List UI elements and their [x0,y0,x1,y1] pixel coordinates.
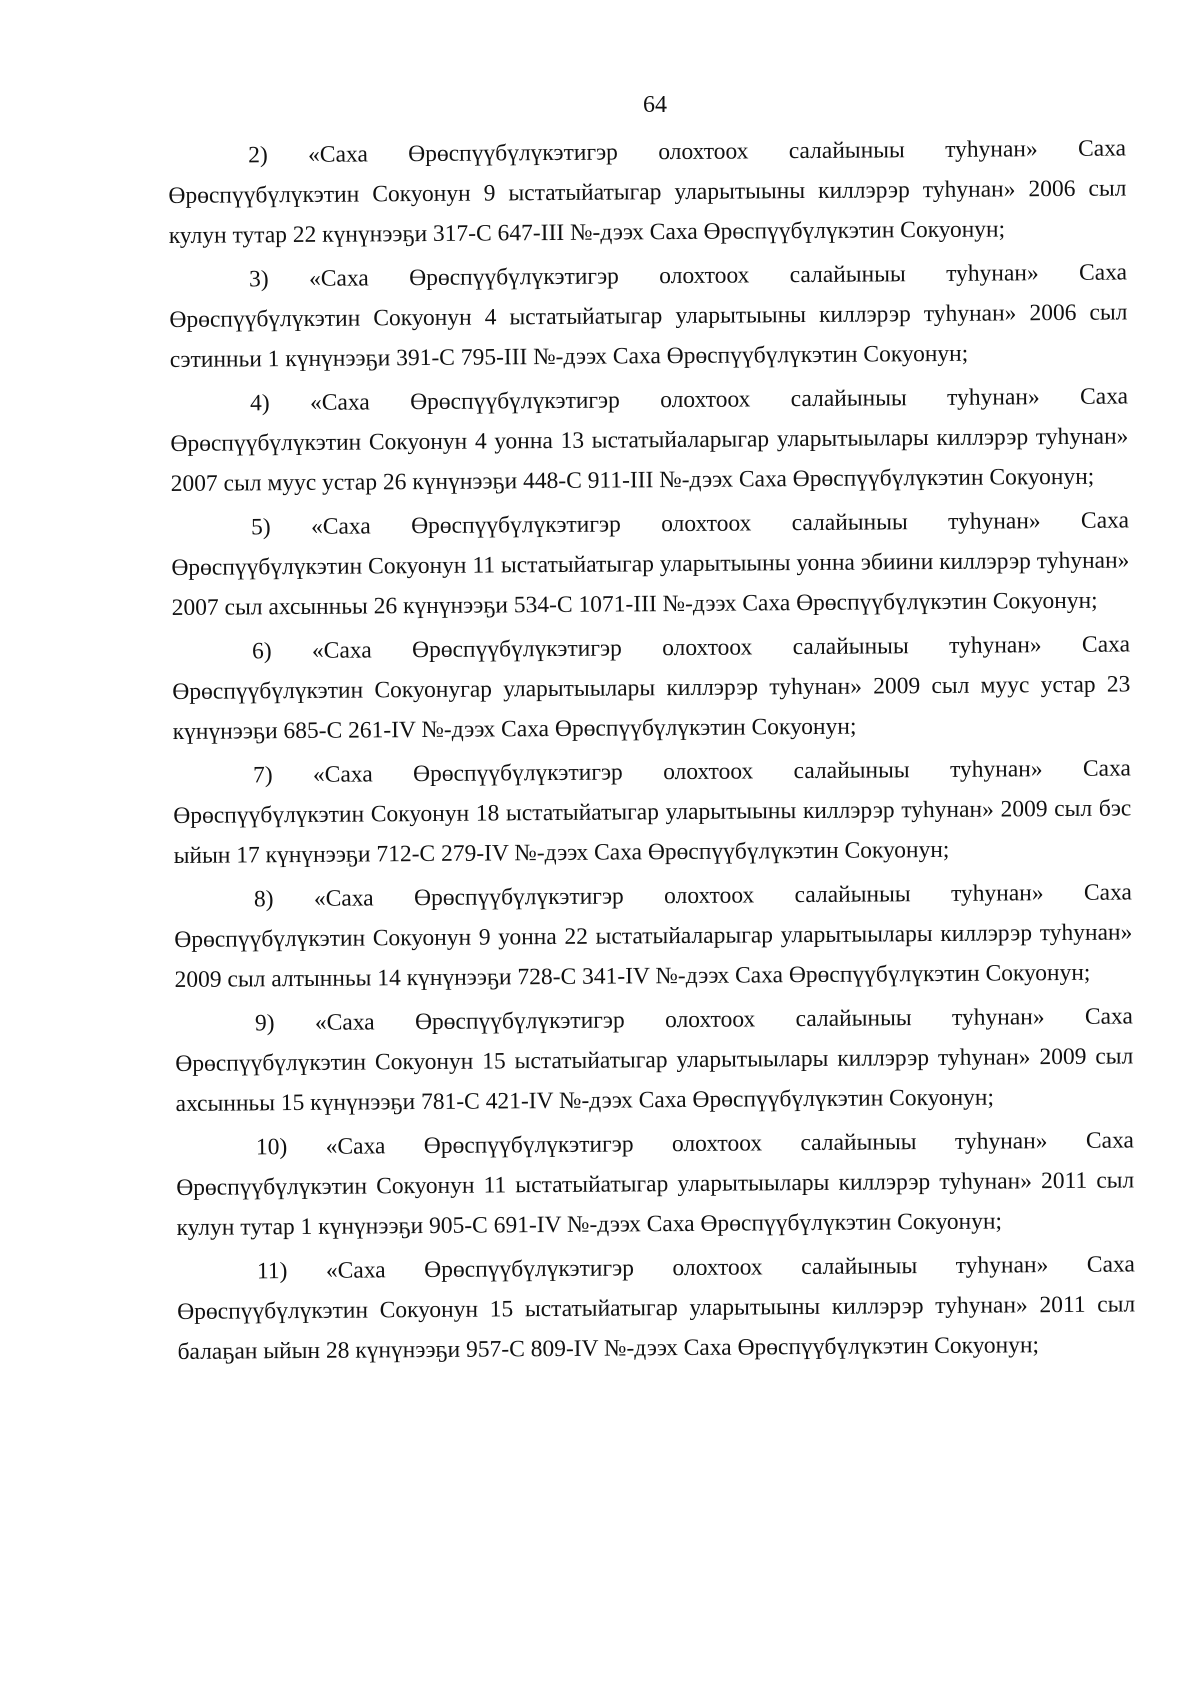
item-number: 8) [253,886,274,913]
list-item-text: Өрөспүүбүлүкэтин Сокуонугар уларытыылары киллэрэр туһунан» 2009 сыл муус устар 23 күнүнээҕи 685-С 261-IV №-дээх Саха Өрөспүүбүлүкэтин Сокуонун; [172,671,1131,745]
list-item [171,500,1130,628]
page-number: 64 [643,92,667,118]
list-item [177,1244,1136,1372]
list-item [172,624,1131,752]
list-item-text: Өрөспүүбүлүкэтин Сокуонун 4 ыстатыйатыгар уларытыыны киллэрэр туһунан» 2006 сыл сэтинньи 1 күнүнээҕи 391-С 795-III №-дээх Саха Өрөспүүбүлүкэтин Сокуонун; [169,299,1128,373]
list-item-lead: 5) «Саха Өрөспүүбүлүкэтигэр олохтоох салайыныы туһунан» Саха [171,500,1129,548]
item-number: 7) [252,762,273,789]
list-item-text: Өрөспүүбүлүкэтин Сокуонун 15 ыстатыйатыгар уларытыыны киллэрэр туһунан» 2011 сыл балаҕан ыйын 28 күнүнээҕи 957-С 809-IV №-дээх Саха Өрөспүүбүлүкэтин Сокуонун; [177,1291,1136,1365]
list-item-lead: 8) «Саха Өрөспүүбүлүкэтигэр олохтоох салайыныы туһунан» Саха [174,872,1132,920]
list-item [169,252,1128,380]
list-item-lead: 7) «Саха Өрөспүүбүлүкэтигэр олохтоох салайыныы туһунан» Саха [173,748,1131,796]
list-item [176,1120,1135,1248]
list-item [175,996,1134,1124]
list-item-text: Өрөспүүбүлүкэтин Сокуонун 18 ыстатыйатыгар уларытыыны киллэрэр туһунан» 2009 сыл бэс ыйын 17 күнүнээҕи 712-С 279-IV №-дээх Саха Өрөспүүбүлүкэтин Сокуонун; [173,795,1132,869]
list-item [168,128,1127,256]
list-item [170,376,1129,504]
item-number: 5) [250,514,271,541]
item-number: 11) [256,1258,288,1285]
list-item-text: Өрөспүүбүлүкэтин Сокуонун 11 ыстатыйатыгар уларытыылары киллэрэр туһунан» 2011 сыл кулун тутар 1 күнүнээҕи 905-С 691-IV №-дээх Саха Өрөспүүбүлүкэтин Сокуонун; [176,1167,1135,1241]
list-item-lead: 2) «Саха Өрөспүүбүлүкэтигэр олохтоох салайыныы туһунан» Саха [168,128,1126,176]
list-item-text: Өрөспүүбүлүкэтин Сокуонун 4 уонна 13 ыстатыйаларыгар уларытыылары киллэрэр туһунан» 2007 сыл муус устар 26 күнүнээҕи 448-С 911-III №-дээх Саха Өрөспүүбүлүкэтин Сокуонун; [170,423,1129,497]
item-number: 10) [255,1134,288,1161]
list-item-text: Өрөспүүбүлүкэтин Сокуонун 15 ыстатыйатыгар уларытыылары киллэрэр туһунан» 2009 сыл ахсынньы 15 күнүнээҕи 781-С 421-IV №-дээх Саха Өрөспүүбүлүкэтин Сокуонун; [175,1043,1134,1117]
list-item-text: Өрөспүүбүлүкэтин Сокуонун 9 ыстатыйатыгар уларытыыны киллэрэр туһунан» 2006 сыл кулун тутар 22 күнүнээҕи 317-С 647-III №-дээх Саха Өрөспүүбүлүкэтин Сокуонун; [168,175,1127,249]
item-number: 6) [251,638,272,665]
item-number: 2) [248,142,268,169]
list-item-lead: 11) «Саха Өрөспүүбүлүкэтигэр олохтоох салайыныы туһунан» Саха [177,1244,1135,1292]
list-item-lead: 3) «Саха Өрөспүүбүлүкэтигэр олохтоох салайыныы туһунан» Саха [169,252,1127,300]
list-item-text: Өрөспүүбүлүкэтин Сокуонун 11 ыстатыйатыгар уларытыыны уонна эбиини киллэрэр туһунан» 2007 сыл ахсынньы 26 күнүнээҕи 534-С 1071-III №-дээх Саха Өрөспүүбүлүкэтин Сокуонун; [171,547,1130,621]
list-item [174,872,1133,1000]
list-item-lead: 10) «Саха Өрөспүүбүлүкэтигэр олохтоох салайыныы туһунан» Саха [176,1120,1134,1168]
law-list [168,128,1136,1375]
list-item-text: Өрөспүүбүлүкэтин Сокуонун 9 уонна 22 ыстатыйаларыгар уларытыылары киллэрэр туһунан» 2009 сыл алтынньы 14 күнүнээҕи 728-С 341-IV №-дээх Саха Өрөспүүбүлүкэтин Сокуонун; [174,919,1133,993]
item-number: 4) [250,390,270,417]
list-item-lead: 4) «Саха Өрөспүүбүлүкэтигэр олохтоох салайыныы туһунан» Саха [170,376,1128,424]
item-number: 3) [249,266,269,293]
item-number: 9) [254,1010,275,1037]
list-item [173,748,1132,876]
list-item-lead: 6) «Саха Өрөспүүбүлүкэтигэр олохтоох салайыныы туһунан» Саха [172,624,1130,672]
list-item-lead: 9) «Саха Өрөспүүбүлүкэтигэр олохтоох салайыныы туһунан» Саха [175,996,1133,1044]
